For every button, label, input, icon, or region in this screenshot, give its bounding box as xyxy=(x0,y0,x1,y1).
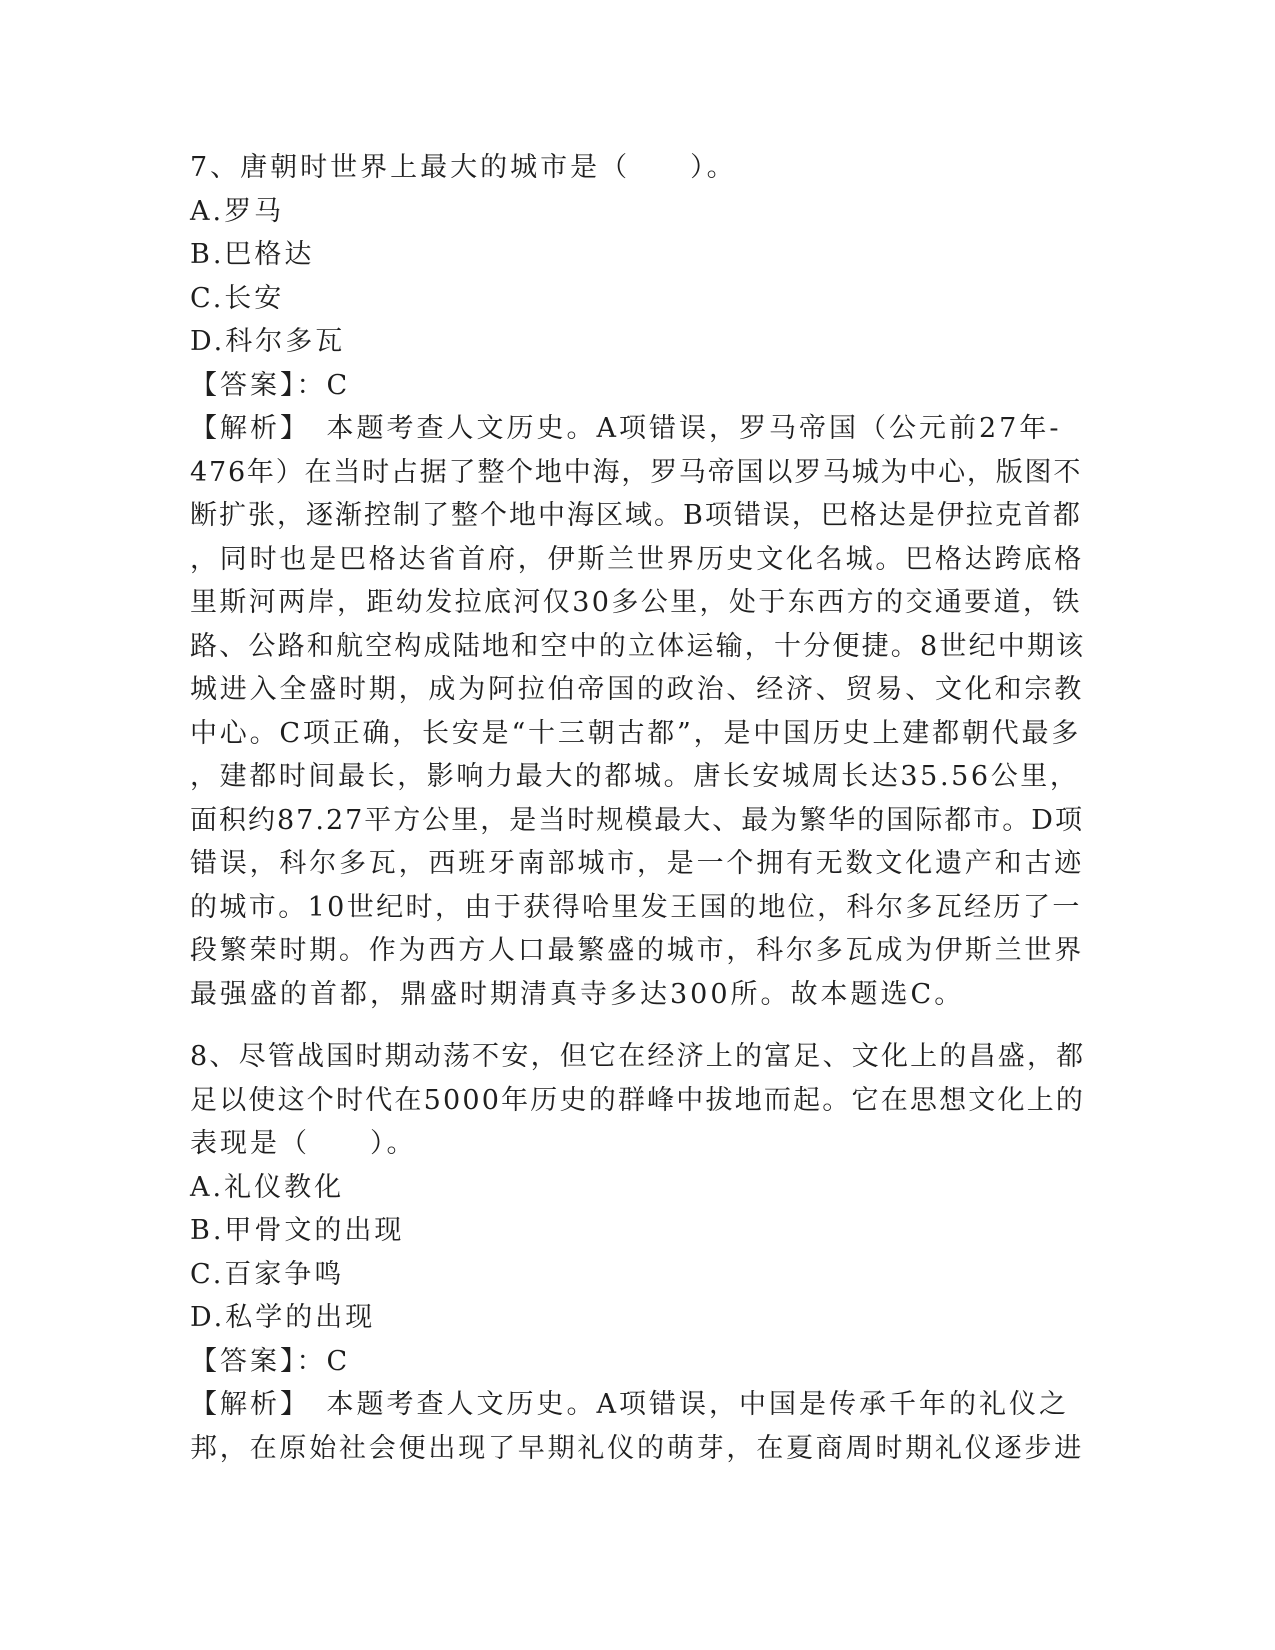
option-b: B.甲骨文的出现 xyxy=(190,1215,405,1246)
question-7 xyxy=(190,146,1085,1016)
analysis-line: 的城市。10世纪时，由于获得哈里发王国的地位，科尔多瓦经历了一 xyxy=(190,891,1082,923)
analysis-line: ，建都时间最长，影响力最大的都城。唐长安城周长达35.56公里， xyxy=(190,761,1080,792)
analysis-line: 【解析】 本题考查人文历史。A项错误，罗马帝国（公元前27年- xyxy=(190,413,1062,444)
option-a: A.罗马 xyxy=(190,195,285,227)
analysis-line: 城进入全盛时期，成为阿拉伯帝国的政治、经济、贸易、文化和宗教 xyxy=(190,674,1084,705)
analysis-line: 里斯河两岸，距幼发拉底河仅30多公里，处于东西方的交通要道，铁 xyxy=(190,587,1082,618)
question-spacer xyxy=(190,1016,1085,1035)
option-a: A.礼仪教化 xyxy=(190,1171,345,1203)
answer-line: 【答案】：C xyxy=(190,1345,351,1377)
analysis-block xyxy=(190,407,1085,1016)
option-c: C.百家争鸣 xyxy=(190,1258,345,1290)
analysis-line: 错误，科尔多瓦，西班牙南部城市，是一个拥有无数文化遗产和古迹 xyxy=(190,848,1084,879)
analysis-line: 最强盛的首都，鼎盛时期清真寺多达300所。故本题选C。 xyxy=(190,978,965,1010)
option-b: B.巴格达 xyxy=(190,239,315,270)
question-stem: 8、尽管战国时期动荡不安，但它在经济上的富足、文化上的昌盛，都 xyxy=(190,1041,1086,1072)
question-stem: 足以使这个时代在5000年历史的群峰中拔地而起。它在思想文化上的 xyxy=(190,1084,1086,1116)
option-d: D.科尔多瓦 xyxy=(190,326,346,357)
analysis-line: 断扩张，逐渐控制了整个地中海区域。B项错误，巴格达是伊拉克首都 xyxy=(190,500,1082,531)
question-stem: 表现是（ ）。 xyxy=(190,1128,417,1159)
analysis-line: 邦，在原始社会便出现了早期礼仪的萌芽，在夏商周时期礼仪逐步进 xyxy=(190,1432,1084,1464)
document-content xyxy=(190,146,1085,1470)
answer-line: 【答案】：C xyxy=(190,369,351,401)
option-c: C.长安 xyxy=(190,282,285,314)
analysis-line: 段繁荣时期。作为西方人口最繁盛的城市，科尔多瓦成为伊斯兰世界 xyxy=(190,935,1084,966)
analysis-line: 476年）在当时占据了整个地中海，罗马帝国以罗马城为中心，版图不 xyxy=(190,456,1083,488)
question-stem: 7、唐朝时世界上最大的城市是（ ）。 xyxy=(190,152,737,183)
analysis-line: 路、公路和航空构成陆地和空中的立体运输，十分便捷。8世纪中期该 xyxy=(190,630,1086,662)
analysis-line: 中心。C项正确，长安是“十三朝古都”，是中国历史上建都朝代最多 xyxy=(190,717,1082,749)
option-d: D.私学的出现 xyxy=(190,1302,376,1333)
analysis-line: 面积约87.27平方公里，是当时规模最大、最为繁华的国际都市。D项 xyxy=(190,804,1084,836)
analysis-line: 【解析】 本题考查人文历史。A项错误，中国是传承千年的礼仪之 xyxy=(190,1389,1069,1420)
analysis-line: ，同时也是巴格达省首府，伊斯兰世界历史文化名城。巴格达跨底格 xyxy=(190,543,1084,575)
analysis-block xyxy=(190,1383,1085,1470)
question-8 xyxy=(190,1035,1085,1470)
